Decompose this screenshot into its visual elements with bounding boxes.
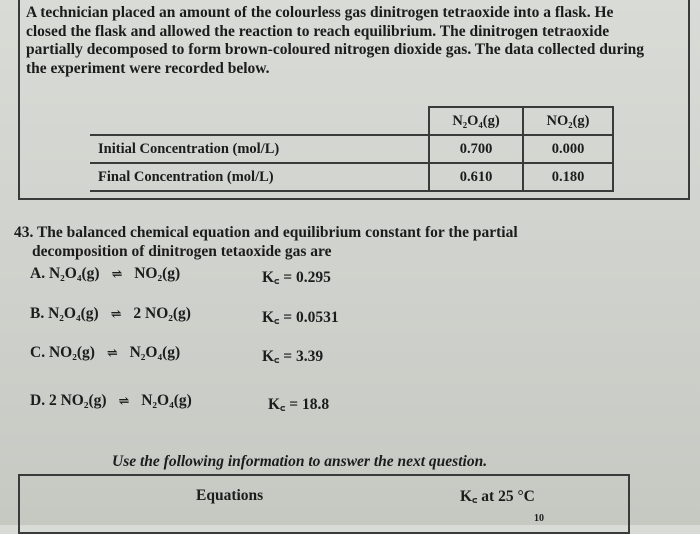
question-stem-line: 43. The balanced chemical equation and equilibrium constant for the partial bbox=[14, 224, 518, 241]
product: 2 NO₂(g) bbox=[133, 305, 191, 322]
kc-value: K꜀ = 3.39 bbox=[262, 348, 324, 365]
reactant: N₂O₄(g) bbox=[48, 265, 100, 282]
col-header-n2o4: N₂O₄(g) bbox=[429, 107, 523, 135]
intro-line: closed the flask and allowed the reaction to reach equilibrium. The dinitrogen tetraoxide bbox=[26, 22, 610, 40]
intro-line: partially decomposed to form brown-coloured nitrogen dioxide gas. The data collected during bbox=[26, 41, 644, 58]
next-question-note: Use the following information to answer the next question. bbox=[112, 453, 488, 470]
option-letter: A. bbox=[30, 265, 46, 282]
col-header-no2: NO₂(g) bbox=[523, 107, 613, 135]
kc-value: K꜀ = 18.8 bbox=[268, 396, 330, 413]
partial-number: 10 bbox=[534, 513, 544, 524]
cell-value: 0.180 bbox=[523, 163, 613, 191]
equilibrium-arrow-icon: ⇌ bbox=[111, 266, 123, 281]
row-label: Initial Concentration (mol/L) bbox=[90, 135, 429, 163]
product: N₂O₄(g) bbox=[141, 392, 192, 409]
table-row bbox=[90, 135, 613, 163]
equilibrium-arrow-icon: ⇌ bbox=[110, 306, 122, 321]
intro-line: A technician placed an amount of the colourless gas dinitrogen tetraoxide into a flask. He bbox=[26, 4, 614, 21]
option-letter: B. bbox=[30, 305, 45, 322]
reactant: N₂O₄(g) bbox=[48, 305, 99, 322]
equilibrium-arrow-icon: ⇌ bbox=[118, 393, 130, 408]
reactant: 2 NO₂(g) bbox=[48, 392, 107, 409]
row-label: Final Concentration (mol/L) bbox=[90, 163, 429, 191]
reactant: NO₂(g) bbox=[48, 344, 95, 361]
kc-value: K꜀ = 0.295 bbox=[262, 269, 331, 286]
intro-paragraph bbox=[26, 4, 676, 78]
table-row bbox=[90, 163, 613, 191]
intro-line: the experiment were recorded below. bbox=[26, 59, 270, 77]
equilibrium-arrow-icon: ⇌ bbox=[106, 345, 118, 360]
question-stem bbox=[14, 223, 518, 261]
option-letter: C. bbox=[30, 344, 46, 361]
equations-header: Equations bbox=[196, 487, 264, 504]
cell-value: 0.610 bbox=[429, 163, 523, 191]
equations-box bbox=[18, 474, 630, 534]
cell-value: 0.700 bbox=[429, 135, 523, 163]
option-letter: D. bbox=[30, 392, 46, 409]
concentration-table bbox=[90, 106, 614, 192]
product: NO₂(g) bbox=[134, 265, 181, 282]
kc-value: K꜀ = 0.0531 bbox=[262, 309, 339, 326]
kc-header: K꜀ at 25 °C bbox=[460, 488, 535, 505]
question-stem-line: decomposition of dinitrogen tetaoxide gas are bbox=[32, 243, 332, 260]
cell-value: 0.000 bbox=[523, 135, 613, 163]
product: N₂O₄(g) bbox=[129, 344, 181, 361]
